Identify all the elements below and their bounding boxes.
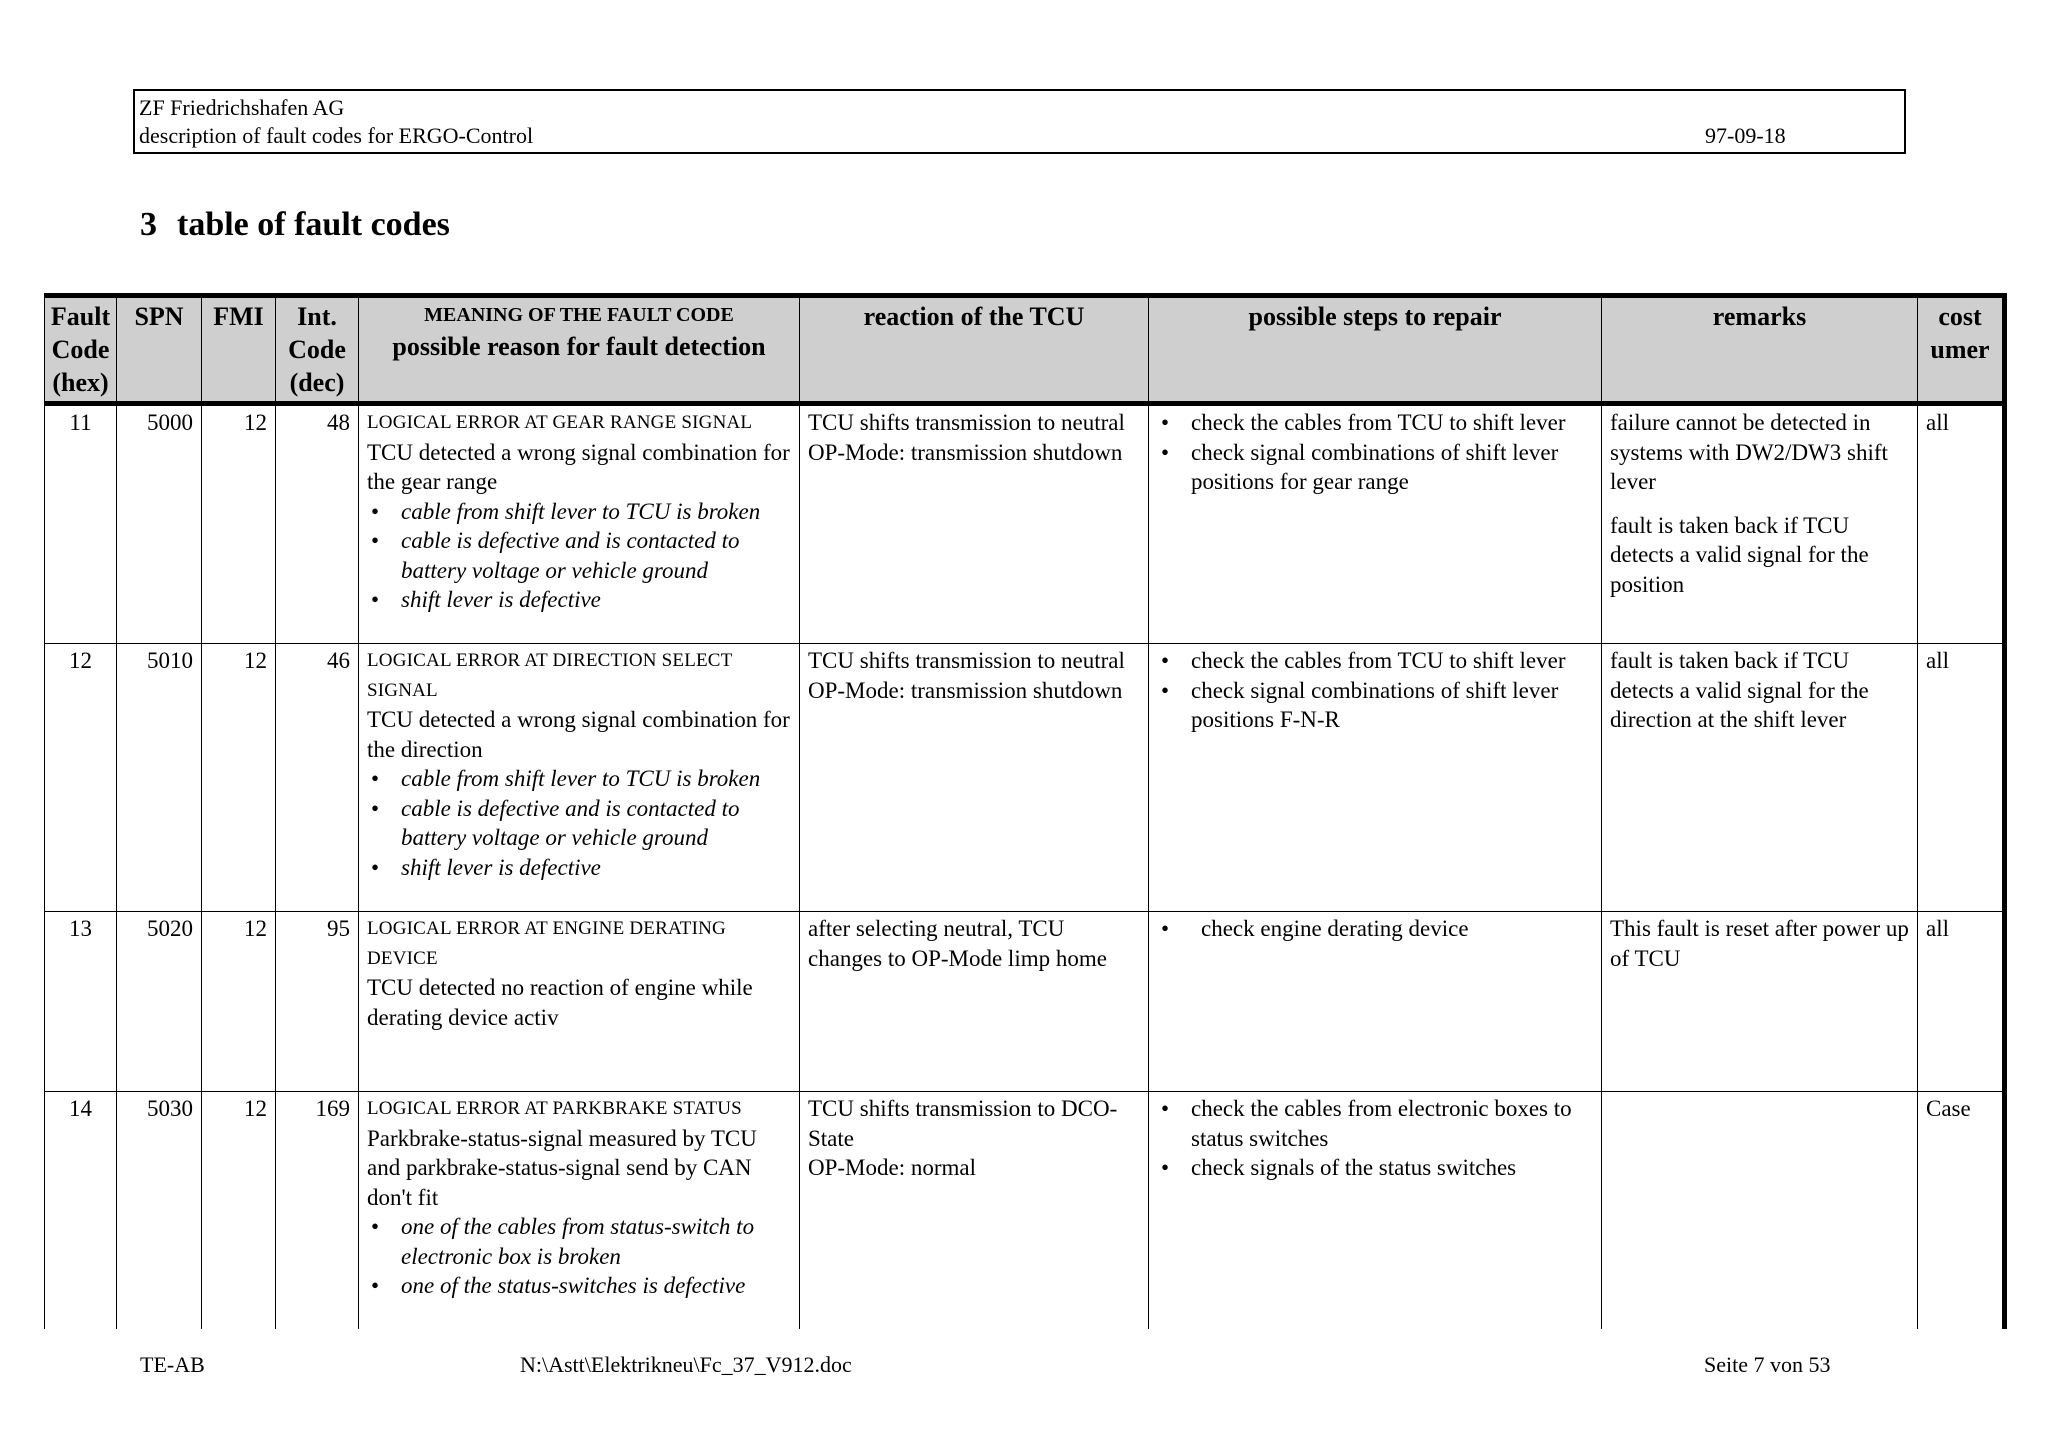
- remark-text: failure cannot be detected in systems with DW2/DW3 shift lever: [1610, 410, 1888, 494]
- footer-department: TE-AB: [140, 1352, 205, 1377]
- customer-cell: all: [1918, 404, 2005, 644]
- col-meaning: MEANING OF THE FAULT CODE possible reason for fault detection: [359, 296, 800, 404]
- company-name: ZF Friedrichshafen AG: [139, 95, 345, 120]
- spn-cell: 5020: [117, 912, 202, 1092]
- reason-list: [367, 764, 791, 882]
- reaction-text: OP-Mode: transmission shutdown: [808, 677, 1123, 703]
- col-reaction: reaction of the TCU: [800, 296, 1149, 404]
- int-code-cell: 46: [276, 644, 359, 912]
- list-item: • check the cables from electronic boxes to status switches: [1157, 1094, 1593, 1153]
- spn-cell: 5030: [117, 1092, 202, 1329]
- remarks-cell: [1602, 1092, 1918, 1329]
- list-item: • shift lever is defective: [367, 585, 791, 615]
- col-customer: cost umer: [1918, 296, 2005, 404]
- list-item: • cable is defective and is contacted to battery voltage or vehicle ground: [367, 526, 791, 585]
- col-fmi: FMI: [202, 296, 276, 404]
- footer-page-number: Seite 7 von 53: [1704, 1352, 1831, 1377]
- int-code-cell: 48: [276, 404, 359, 644]
- col-remarks: remarks: [1602, 296, 1918, 404]
- repair-list: [1157, 1094, 1593, 1183]
- document-date: 97-09-18: [1705, 123, 1786, 148]
- remarks-cell: [1602, 912, 1918, 1092]
- repair-cell: [1149, 912, 1602, 1092]
- fault-code-cell: 14: [45, 1092, 117, 1329]
- customer-cell: Case: [1918, 1092, 2005, 1329]
- fault-code-table: [44, 293, 2007, 1329]
- reaction-cell: [800, 404, 1149, 644]
- fmi-cell: 12: [202, 912, 276, 1092]
- spn-cell: 5010: [117, 644, 202, 912]
- remarks-cell: [1602, 644, 1918, 912]
- table-row: [45, 912, 2005, 1092]
- repair-cell: [1149, 644, 1602, 912]
- repair-cell: [1149, 1092, 1602, 1329]
- fault-description: TCU detected a wrong signal combination for the direction: [367, 707, 790, 762]
- remark-text: fault is taken back if TCU detects a valid signal for the position: [1610, 512, 1869, 597]
- list-item: • check signal combinations of shift lever positions F-N-R: [1157, 676, 1593, 735]
- fault-description: TCU detected no reaction of engine while derating device activ: [367, 975, 753, 1030]
- list-item: • one of the cables from status-switch to electronic box is broken: [367, 1212, 791, 1271]
- col-fault-code: Fault Code (hex): [45, 296, 117, 404]
- reaction-text: OP-Mode: transmission shutdown: [808, 439, 1123, 465]
- reaction-cell: [800, 644, 1149, 912]
- list-item: • one of the status-switches is defective: [367, 1271, 791, 1301]
- list-item: • cable from shift lever to TCU is broken: [367, 764, 791, 794]
- spn-cell: 5000: [117, 404, 202, 644]
- reason-list: [367, 1212, 791, 1301]
- meaning-cell: [359, 1092, 800, 1329]
- remark-text: This fault is reset after power up of TCU: [1610, 916, 1909, 971]
- document-header: [133, 89, 1906, 154]
- list-item: • check signals of the status switches: [1157, 1153, 1593, 1183]
- customer-cell: all: [1918, 912, 2005, 1092]
- section-title: [140, 206, 450, 244]
- fault-title: LOGICAL ERROR AT PARKBRAKE STATUS: [367, 1098, 742, 1119]
- reaction-text: TCU shifts transmission to neutral: [808, 410, 1125, 435]
- meaning-cell: [359, 644, 800, 912]
- reaction-cell: [800, 912, 1149, 1092]
- list-item: • check the cables from TCU to shift lever: [1157, 646, 1593, 676]
- remark-text: fault is taken back if TCU detects a valid signal for the direction at the shift lever: [1610, 648, 1869, 732]
- fault-code-cell: 11: [45, 404, 117, 644]
- reaction-text: after selecting neutral, TCU changes to OP-Mode limp home: [808, 916, 1107, 971]
- fault-title: LOGICAL ERROR AT GEAR RANGE SIGNAL: [367, 412, 753, 433]
- list-item: • cable from shift lever to TCU is broken: [367, 497, 791, 527]
- repair-list: [1157, 914, 1593, 944]
- table-row: [45, 644, 2005, 912]
- fault-description: TCU detected a wrong signal combination for the gear range: [367, 439, 790, 494]
- section-number: 3: [140, 206, 157, 243]
- list-item: • check engine derating device: [1157, 914, 1593, 944]
- fault-title: LOGICAL ERROR AT ENGINE DERATING DEVICE: [367, 918, 726, 969]
- table-row: [45, 1092, 2005, 1329]
- reaction-text: OP-Mode: normal: [808, 1155, 977, 1180]
- repair-list: [1157, 646, 1593, 735]
- fmi-cell: 12: [202, 404, 276, 644]
- list-item: • check the cables from TCU to shift lever: [1157, 408, 1593, 438]
- meaning-cell: [359, 404, 800, 644]
- int-code-cell: 95: [276, 912, 359, 1092]
- customer-cell: all: [1918, 644, 2005, 912]
- repair-cell: [1149, 404, 1602, 644]
- repair-list: [1157, 408, 1593, 497]
- fault-title: LOGICAL ERROR AT DIRECTION SELECT SIGNAL: [367, 650, 733, 701]
- fmi-cell: 12: [202, 1092, 276, 1329]
- reason-list: [367, 497, 791, 615]
- int-code-cell: 169: [276, 1092, 359, 1329]
- document-description: description of fault codes for ERGO-Control: [139, 123, 534, 148]
- footer-file-path: N:\Astt\Elektrikneu\Fc_37_V912.doc: [520, 1352, 852, 1377]
- col-repair: possible steps to repair: [1149, 296, 1602, 404]
- meaning-cell: [359, 912, 800, 1092]
- reaction-text: TCU shifts transmission to neutral: [808, 648, 1125, 673]
- col-spn: SPN: [117, 296, 202, 404]
- section-title-text: table of fault codes: [177, 206, 450, 243]
- list-item: • check signal combinations of shift lever positions for gear range: [1157, 438, 1593, 497]
- table-row: [45, 404, 2005, 644]
- table-header-row: [45, 296, 2005, 404]
- fault-code-cell: 12: [45, 644, 117, 912]
- list-item: • shift lever is defective: [367, 853, 791, 883]
- reaction-text: TCU shifts transmission to DCO-State: [808, 1096, 1118, 1151]
- col-int-code: Int. Code (dec): [276, 296, 359, 404]
- fmi-cell: 12: [202, 644, 276, 912]
- remarks-cell: [1602, 404, 1918, 644]
- reaction-cell: [800, 1092, 1149, 1329]
- list-item: • cable is defective and is contacted to battery voltage or vehicle ground: [367, 794, 791, 853]
- fault-description: Parkbrake-status-signal measured by TCU and parkbrake-status-signal send by CAN don't fit: [367, 1125, 757, 1210]
- fault-code-cell: 13: [45, 912, 117, 1092]
